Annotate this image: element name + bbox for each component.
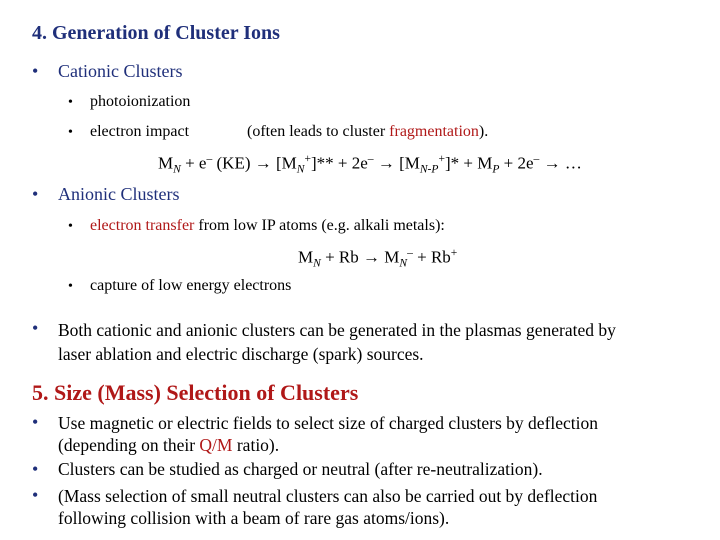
bullet-icon: • [32, 485, 39, 505]
both-bullet [32, 318, 38, 339]
capture-item: capture of low energy electrons [90, 277, 292, 294]
eq1-part: P [492, 162, 500, 176]
bullet-icon: • [68, 95, 73, 110]
both-line-2: laser ablation and electric discharge (spark) sources. [58, 344, 424, 364]
s5-bullet-1 [32, 412, 38, 433]
sub-bullet-electron-impact [68, 123, 73, 141]
eq2-part: – [407, 246, 413, 259]
bullet-icon: • [68, 279, 73, 294]
note-suffix: ). [478, 123, 489, 140]
photoionization-item: photoionization [90, 93, 191, 110]
s5-bullet-3 [32, 485, 38, 506]
eq1-part: + 2e [499, 153, 534, 173]
eq1-part: – [533, 152, 540, 165]
note-prefix: (often leads to cluster [247, 123, 390, 140]
sub-bullet-photoionization [68, 93, 73, 111]
electron-transfer-rest: from low IP atoms (e.g. alkali metals): [194, 217, 445, 234]
s5-b3-line-1: (Mass selection of small neutral clusters can also be carried out by deflection [58, 486, 598, 506]
bullet-icon: • [32, 61, 39, 81]
qm-highlight: Q/M [199, 435, 233, 455]
eq1-part: – [206, 152, 213, 165]
cationic-label: Cationic Clusters [58, 61, 183, 81]
s5-b1-line-1: Use magnetic or electric fields to select size of charged clusters by deflection [58, 413, 599, 433]
electron-transfer-highlight: electron transfer [90, 217, 195, 234]
electron-transfer-equation [298, 246, 457, 269]
s5-b3-line-2: following collision with a beam of rare gas atoms/ions). [58, 508, 450, 528]
eq2-part: + Rb [412, 247, 451, 267]
bullet-icon: • [32, 318, 39, 338]
s5-b1-post: ratio). [232, 435, 280, 455]
fragmentation-note [247, 123, 488, 141]
eq2-part: N [313, 256, 321, 270]
eq1-part: + e [180, 153, 207, 173]
both-text [58, 318, 616, 366]
bullet-icon: • [68, 125, 73, 140]
anionic-bullet [32, 184, 38, 205]
bullet-icon: • [32, 459, 39, 479]
eq1-part: (KE) → [M [212, 153, 297, 173]
bullet-icon: • [32, 412, 39, 432]
eq1-part: → … [539, 153, 582, 173]
bullet-icon: • [68, 219, 73, 234]
s5-text-3 [58, 485, 597, 529]
electron-transfer-item [90, 217, 445, 235]
ionization-equation [158, 152, 582, 175]
eq1-part: N-P [419, 162, 439, 176]
sub-bullet-capture [68, 277, 73, 295]
eq2-part: + Rb → M [320, 247, 400, 267]
s5-text-2: Clusters can be studied as charged or neutral (after re-neutralization). [58, 459, 543, 479]
s5-bullet-2 [32, 459, 38, 480]
section-5-title: 5. Size (Mass) Selection of Clusters [32, 380, 359, 405]
both-line-1: Both cationic and anionic clusters can be generated in the plasmas generated by [58, 320, 616, 340]
eq2-part: + [450, 246, 458, 259]
eq1-part: ]* + M [444, 153, 493, 173]
s5-text-1 [58, 412, 598, 456]
eq1-part: M [158, 153, 174, 173]
eq1-part: N [296, 162, 305, 176]
anionic-label: Anionic Clusters [58, 184, 180, 204]
electron-impact-item: electron impact [90, 123, 190, 140]
note-highlight: fragmentation [389, 123, 479, 140]
cationic-bullet [32, 61, 38, 82]
s5-b1-pre: (depending on their [58, 435, 200, 455]
eq1-part: + [438, 152, 445, 165]
eq1-part: ]** + 2e [310, 153, 368, 173]
section-4-title: 4. Generation of Cluster Ions [32, 22, 280, 44]
s5-b1-line-2 [58, 434, 598, 456]
eq2-part: M [298, 247, 314, 267]
eq1-part: → [M [373, 153, 420, 173]
eq2-part: N [399, 256, 408, 270]
sub-bullet-electron-transfer [68, 217, 73, 235]
eq1-part: – [367, 152, 374, 165]
bullet-icon: • [32, 184, 39, 204]
eq1-part: + [304, 152, 311, 165]
eq1-part: N [173, 162, 181, 176]
